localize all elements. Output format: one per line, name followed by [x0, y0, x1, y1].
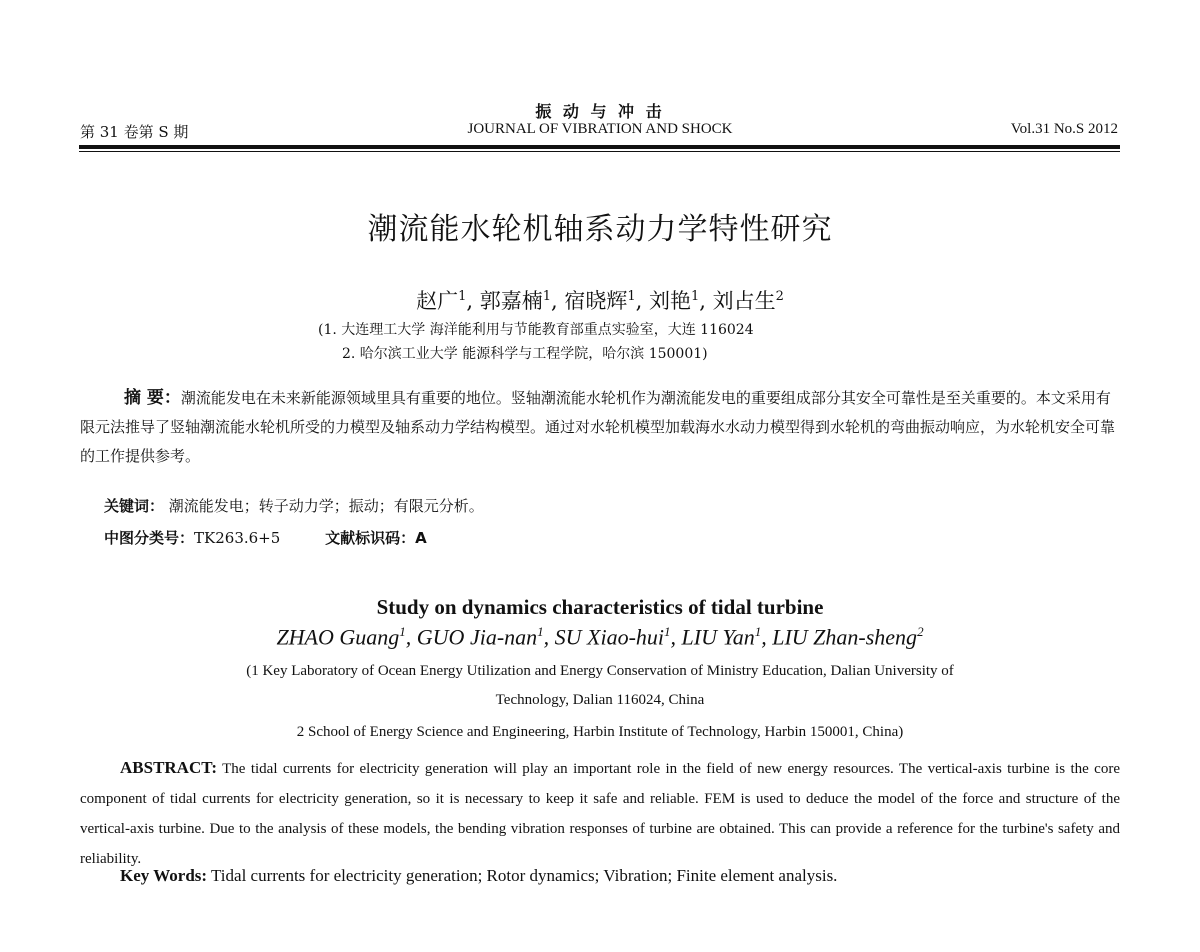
- abstract-label-cn: 摘 要：: [124, 388, 181, 408]
- keywords-en: [120, 866, 837, 886]
- author-name: 赵广: [416, 289, 459, 313]
- author-name: 刘艳: [649, 289, 691, 313]
- author-affiliation-mark: 1: [754, 624, 762, 639]
- keywords-label-en: Key Words:: [120, 866, 208, 885]
- keywords-label-cn: 关键词：: [104, 497, 165, 515]
- author-list-en: ZHAO Guang$^1$, GUO Jia-nan$^1$, SU Xiao-hui$^1$, LIU Yan$^1$, LIU Zhan-sheng$^2$: [276, 624, 924, 650]
- author-name: 郭嘉楠: [479, 289, 543, 313]
- running-header-volume-cn: 第 31 卷第 S 期: [80, 123, 189, 141]
- author-affiliation-mark: 1: [399, 624, 406, 639]
- author-name: 宿晓辉: [564, 289, 628, 313]
- author-affiliation-mark: 2: [775, 289, 784, 304]
- header-rule-thick: [79, 145, 1120, 149]
- author-list-cn: 赵广$^1$, 郭嘉楠$^1$, 宿晓辉$^1$, 刘艳$^1$, 刘占生$^2$: [416, 289, 784, 313]
- keywords-cn: [104, 495, 484, 516]
- running-header-volume-en: Vol.31 No.S 2012: [1010, 121, 1118, 137]
- doc-code-label: 文献标识码：: [325, 529, 416, 547]
- header-rule-thin: [79, 151, 1120, 152]
- author-name: ZHAO Guang: [276, 624, 400, 650]
- author-affiliation-mark: 2: [917, 624, 924, 639]
- abstract-cn: [80, 384, 1120, 471]
- clc-value: TK263.6+5: [194, 529, 281, 547]
- author-affiliation-mark: 1: [458, 289, 467, 304]
- abstract-text-en: The tidal currents for electricity generation will play an important role in the field of new energy resources. The vertical-axis turbine is the core component of tidal currents for electricity generation, so it is necessary to keep it safe and reliable. FEM is used to deduce the model of the force and structure of the vertical-axis turbine. Due to the analysis of these models, the bending vibration responses of turbine are obtained. This can provide a reference for the turbine's safety and reliability.: [80, 761, 1120, 867]
- keywords-text-en: Tidal currents for electricity generation; Rotor dynamics; Vibration; Finite element analysis.: [211, 866, 838, 885]
- author-affiliation-mark: 1: [691, 289, 700, 304]
- author-affiliation-mark: 1: [542, 289, 551, 304]
- journal-name-en: JOURNAL OF VIBRATION AND SHOCK: [467, 121, 733, 137]
- author-name: LIU Yan: [681, 624, 755, 650]
- keywords-text-cn: 潮流能发电；转子动力学；振动；有限元分析。: [168, 497, 484, 515]
- affiliation-cn-1: (1. 大连理工大学 海洋能利用与节能教育部重点实验室，大连 116024: [318, 322, 754, 338]
- paper-title-en: Study on dynamics characteristics of tidal turbine: [376, 595, 824, 619]
- doc-code-value: A: [415, 529, 427, 547]
- paper-title-cn: 潮流能水轮机轴系动力学特性研究: [367, 212, 833, 247]
- clc-label: 中图分类号：: [104, 529, 195, 547]
- author-affiliation-mark: 1: [537, 624, 544, 639]
- author-name: SU Xiao-hui: [554, 624, 665, 650]
- affiliation-cn-2: 2. 哈尔滨工业大学 能源科学与工程学院，哈尔滨 150001): [342, 346, 708, 362]
- author-name: GUO Jia-nan: [416, 624, 538, 650]
- affiliation-en-1b: Technology, Dalian 116024, China: [495, 692, 705, 708]
- classification-line: [104, 527, 427, 548]
- affiliation-en-1a: (1 Key Laboratory of Ocean Energy Utilization and Energy Conservation of Ministry Education, Dalian University of: [246, 663, 954, 679]
- abstract-en: [80, 753, 1120, 874]
- author-affiliation-mark: 1: [627, 289, 636, 304]
- journal-name-cn: 振 动 与 冲 击: [535, 102, 665, 121]
- abstract-label-en: ABSTRACT:: [120, 758, 217, 777]
- affiliation-en-2: 2 School of Energy Science and Engineering, Harbin Institute of Technology, Harbin 150001, China): [296, 724, 904, 740]
- abstract-text-cn: 潮流能发电在未来新能源领域里具有重要的地位。竖轴潮流能水轮机作为潮流能发电的重要组成部分其安全可靠性是至关重要的。本文采用有限元法推导了竖轴潮流能水轮机所受的力模型及轴系动力学结构模型。通过对水轮机模型加载海水水动力模型得到水轮机的弯曲振动响应，为水轮机安全可靠的工作提供参考。: [80, 389, 1116, 465]
- author-affiliation-mark: 1: [664, 624, 671, 639]
- author-name: 刘占生: [712, 289, 776, 313]
- author-name: LIU Zhan-sheng: [772, 624, 918, 650]
